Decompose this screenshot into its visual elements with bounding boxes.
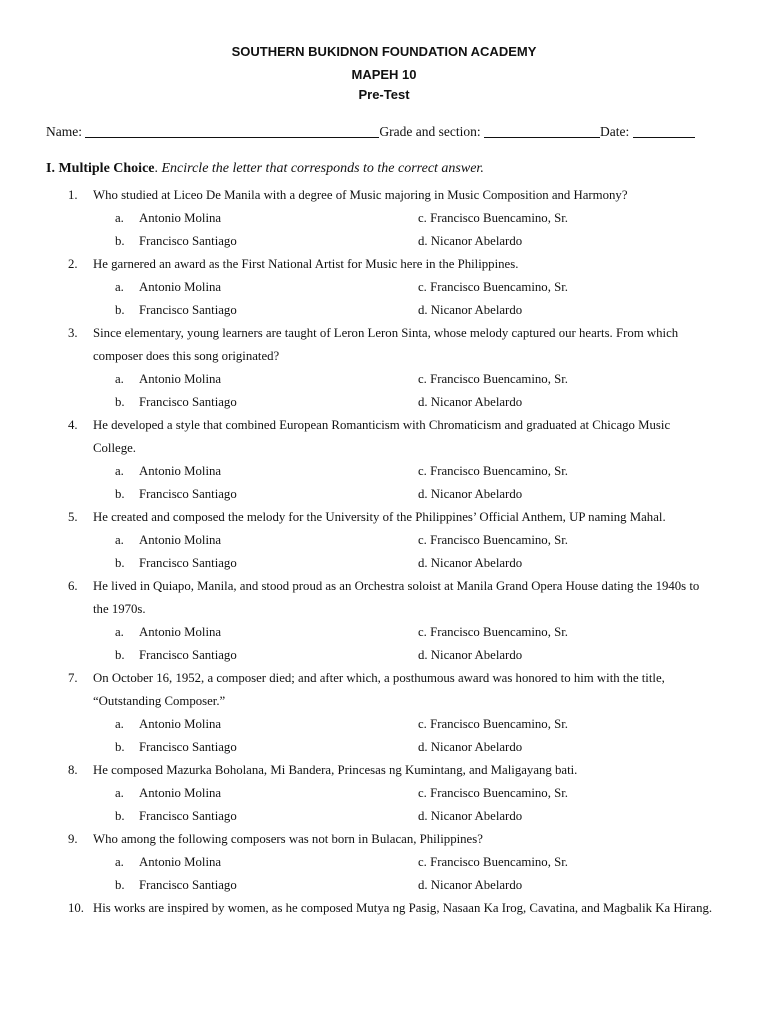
choice-b-text: Francisco Santiago xyxy=(139,648,237,662)
choice-a-letter[interactable]: a. xyxy=(115,280,124,294)
section-heading: I. Multiple Choice. Encircle the letter that corresponds to the correct answer. xyxy=(46,161,484,176)
choice-row xyxy=(0,644,768,667)
choice-c[interactable]: c. Francisco Buencamino, Sr. xyxy=(418,280,568,294)
question-number: 10. xyxy=(68,901,84,915)
choice-a-text: Antonio Molina xyxy=(139,372,222,386)
question-text: On October 16, 1952, a composer died; and after which, a posthumous award was honored to him with the title, “Outstanding Composer.” xyxy=(93,671,665,708)
question-text: Who studied at Liceo De Manila with a degree of Music majoring in Music Composition and Harmony? xyxy=(93,188,628,202)
choice-d[interactable]: d. Nicanor Abelardo xyxy=(418,556,523,570)
choice-a-text: Antonio Molina xyxy=(139,786,222,800)
choice-c[interactable]: c. Francisco Buencamino, Sr. xyxy=(418,717,568,731)
choice-a-letter[interactable]: a. xyxy=(115,372,124,386)
choice-c[interactable]: c. Francisco Buencamino, Sr. xyxy=(418,625,568,639)
question-number: 7. xyxy=(68,671,78,685)
choice-row xyxy=(0,230,768,253)
choice-a-letter[interactable]: a. xyxy=(115,855,124,869)
question-item xyxy=(0,828,768,897)
choice-b-text: Francisco Santiago xyxy=(139,303,237,317)
choice-row xyxy=(0,713,768,736)
question-text: Since elementary, young learners are taught of Leron Leron Sinta, whose melody captured our hearts. From which composer does this song originated? xyxy=(93,326,679,363)
choice-a-text: Antonio Molina xyxy=(139,211,222,225)
choice-b-text: Francisco Santiago xyxy=(139,556,237,570)
test-title: Pre-Test xyxy=(358,87,410,102)
question-list xyxy=(0,184,768,920)
choice-b-letter[interactable]: b. xyxy=(115,556,125,570)
choice-c[interactable]: c. Francisco Buencamino, Sr. xyxy=(418,786,568,800)
name-blank[interactable] xyxy=(85,125,379,138)
question-text: He composed Mazurka Boholana, Mi Bandera, Princesas ng Kumintang, and Maligayang bati. xyxy=(93,763,578,777)
question-item xyxy=(0,575,768,667)
choice-a-letter[interactable]: a. xyxy=(115,464,124,478)
section-instruction: Encircle the letter that corresponds to the correct answer. xyxy=(161,161,484,176)
choice-b-letter[interactable]: b. xyxy=(115,648,125,662)
choice-b-letter[interactable]: b. xyxy=(115,878,125,892)
choice-row xyxy=(0,782,768,805)
choice-a-letter[interactable]: a. xyxy=(115,533,124,547)
choice-d[interactable]: d. Nicanor Abelardo xyxy=(418,648,523,662)
choice-b-letter[interactable]: b. xyxy=(115,740,125,754)
choice-row xyxy=(0,483,768,506)
choice-b-text: Francisco Santiago xyxy=(139,809,237,823)
grade-section-blank[interactable] xyxy=(484,125,600,138)
choice-a-text: Antonio Molina xyxy=(139,533,222,547)
choice-row xyxy=(0,276,768,299)
choice-c[interactable]: c. Francisco Buencamino, Sr. xyxy=(418,464,568,478)
question-item xyxy=(0,322,768,414)
date-label: Date: xyxy=(599,124,630,139)
choice-row xyxy=(0,368,768,391)
choice-b-letter[interactable]: b. xyxy=(115,487,125,501)
question-number: 2. xyxy=(68,257,78,271)
choice-b-text: Francisco Santiago xyxy=(139,740,237,754)
choice-b-letter[interactable]: b. xyxy=(115,395,125,409)
section-title: I. Multiple Choice xyxy=(46,161,155,176)
subject-title: MAPEH 10 xyxy=(351,67,417,82)
student-info-row xyxy=(46,124,695,140)
choice-row xyxy=(0,736,768,759)
choice-b-letter[interactable]: b. xyxy=(115,234,125,248)
question-item xyxy=(0,506,768,575)
question-number: 4. xyxy=(68,418,78,432)
choice-row xyxy=(0,299,768,322)
choice-d[interactable]: d. Nicanor Abelardo xyxy=(418,234,523,248)
choice-row xyxy=(0,207,768,230)
choice-d[interactable]: d. Nicanor Abelardo xyxy=(418,740,523,754)
choice-b-text: Francisco Santiago xyxy=(139,395,237,409)
choice-b-text: Francisco Santiago xyxy=(139,234,237,248)
question-item xyxy=(0,414,768,506)
question-item xyxy=(0,897,768,920)
date-blank[interactable] xyxy=(633,125,695,138)
choice-a-letter[interactable]: a. xyxy=(115,786,124,800)
question-text: Who among the following composers was not born in Bulacan, Philippines? xyxy=(93,832,483,846)
choice-c[interactable]: c. Francisco Buencamino, Sr. xyxy=(418,855,568,869)
question-item xyxy=(0,253,768,322)
name-label: Name: xyxy=(46,124,82,139)
question-number: 5. xyxy=(68,510,78,524)
question-number: 8. xyxy=(68,763,78,777)
question-number: 6. xyxy=(68,579,78,593)
choice-d[interactable]: d. Nicanor Abelardo xyxy=(418,303,523,317)
choice-a-letter[interactable]: a. xyxy=(115,211,124,225)
question-number: 1. xyxy=(68,188,78,202)
choice-b-text: Francisco Santiago xyxy=(139,878,237,892)
choice-d[interactable]: d. Nicanor Abelardo xyxy=(418,395,523,409)
choice-c[interactable]: c. Francisco Buencamino, Sr. xyxy=(418,211,568,225)
choice-a-text: Antonio Molina xyxy=(139,464,222,478)
choice-b-text: Francisco Santiago xyxy=(139,487,237,501)
choice-row xyxy=(0,552,768,575)
choice-row xyxy=(0,851,768,874)
choice-b-letter[interactable]: b. xyxy=(115,809,125,823)
choice-c[interactable]: c. Francisco Buencamino, Sr. xyxy=(418,533,568,547)
question-text: His works are inspired by women, as he composed Mutya ng Pasig, Nasaan Ka Irog, Cavatina, and Magbalik Ka Hirang. xyxy=(93,901,713,915)
choice-row xyxy=(0,874,768,897)
choice-a-text: Antonio Molina xyxy=(139,625,222,639)
choice-row xyxy=(0,460,768,483)
question-item xyxy=(0,184,768,253)
grade-section-label: Grade and section: xyxy=(379,124,481,139)
choice-row xyxy=(0,805,768,828)
choice-a-letter[interactable]: a. xyxy=(115,717,124,731)
choice-row xyxy=(0,621,768,644)
choice-a-text: Antonio Molina xyxy=(139,855,222,869)
choice-a-text: Antonio Molina xyxy=(139,717,222,731)
choice-a-letter[interactable]: a. xyxy=(115,625,124,639)
school-name: SOUTHERN BUKIDNON FOUNDATION ACADEMY xyxy=(231,44,537,59)
choice-row xyxy=(0,391,768,414)
question-number: 3. xyxy=(68,326,78,340)
choice-b-letter[interactable]: b. xyxy=(115,303,125,317)
choice-d[interactable]: d. Nicanor Abelardo xyxy=(418,878,523,892)
choice-c[interactable]: c. Francisco Buencamino, Sr. xyxy=(418,372,568,386)
choice-row xyxy=(0,529,768,552)
question-text: He created and composed the melody for the University of the Philippines’ Official Anthem, UP naming Mahal. xyxy=(93,510,666,524)
choice-d[interactable]: d. Nicanor Abelardo xyxy=(418,809,523,823)
question-text: He garnered an award as the First National Artist for Music here in the Philippines. xyxy=(93,257,519,271)
question-text: He lived in Quiapo, Manila, and stood proud as an Orchestra soloist at Manila Grand Opera House dating the 1940s to the 1970s. xyxy=(93,579,700,616)
choice-a-text: Antonio Molina xyxy=(139,280,222,294)
question-number: 9. xyxy=(68,832,78,846)
question-text: He developed a style that combined European Romanticism with Chromaticism and graduated at Chicago Music College. xyxy=(93,418,671,455)
question-item xyxy=(0,667,768,759)
question-item xyxy=(0,759,768,828)
choice-d[interactable]: d. Nicanor Abelardo xyxy=(418,487,523,501)
